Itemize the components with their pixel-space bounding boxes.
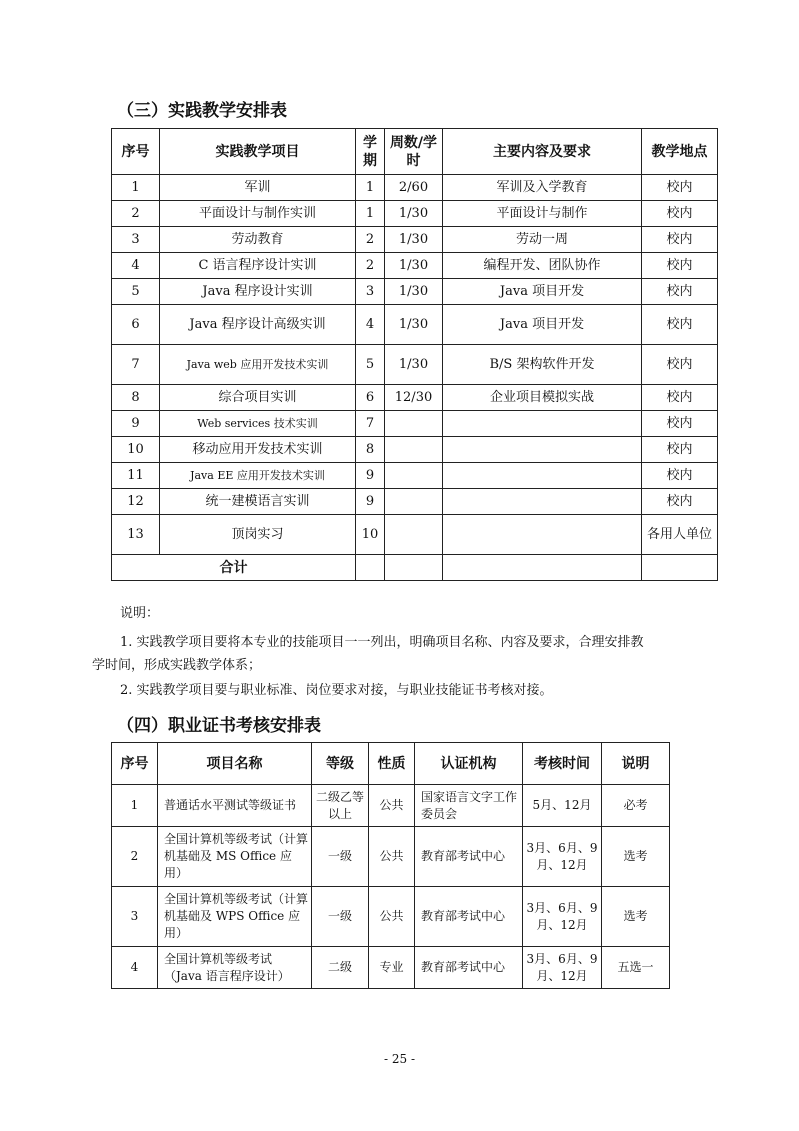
cert-header-org: 认证机构 bbox=[415, 743, 523, 785]
cell-content: 军训及入学教育 bbox=[443, 175, 642, 201]
cert-cell-nature: 公共 bbox=[369, 827, 415, 887]
table-row bbox=[112, 279, 718, 305]
cell-place: 校内 bbox=[642, 201, 718, 227]
total-cell bbox=[385, 555, 443, 581]
cell-no: 7 bbox=[112, 345, 160, 385]
cert-header-no: 序号 bbox=[112, 743, 158, 785]
cell-no: 11 bbox=[112, 463, 160, 489]
cert-cell-remark: 选考 bbox=[602, 887, 670, 947]
cert-cell-name: 普通话水平测试等级证书 bbox=[158, 785, 312, 827]
cert-header-remark: 说明 bbox=[602, 743, 670, 785]
cell-place: 各用人单位 bbox=[642, 515, 718, 555]
table-row bbox=[112, 411, 718, 437]
notes-item1-line2: 学时间，形成实践教学体系； bbox=[92, 658, 262, 673]
table-row bbox=[112, 515, 718, 555]
cell-term: 9 bbox=[356, 489, 385, 515]
header-no: 序号 bbox=[112, 129, 160, 175]
total-cell bbox=[356, 555, 385, 581]
practice-header-row bbox=[112, 129, 718, 175]
cell-project: Web services 技术实训 bbox=[160, 411, 356, 437]
total-cell bbox=[642, 555, 718, 581]
header-term: 学期 bbox=[356, 129, 385, 175]
cert-cell-level: 二级乙等以上 bbox=[312, 785, 369, 827]
notes-item1-line1: 1. 实践教学项目要将本专业的技能项目一一列出，明确项目名称、内容及要求，合理安排教 bbox=[120, 635, 644, 650]
notes-heading: 说明： bbox=[120, 606, 160, 621]
cell-no: 2 bbox=[112, 201, 160, 227]
cell-term: 9 bbox=[356, 463, 385, 489]
cert-header-level: 等级 bbox=[312, 743, 369, 785]
cell-content: Java 项目开发 bbox=[443, 279, 642, 305]
cell-term: 1 bbox=[356, 201, 385, 227]
table-row bbox=[112, 227, 718, 253]
cert-cell-org: 教育部考试中心 bbox=[415, 947, 523, 989]
cert-cell-org: 教育部考试中心 bbox=[415, 827, 523, 887]
section3-title: （三）实践教学安排表 bbox=[117, 101, 287, 121]
cell-project: 平面设计与制作实训 bbox=[160, 201, 356, 227]
cell-project: Java web 应用开发技术实训 bbox=[160, 345, 356, 385]
cert-cell-name: 全国计算机等级考试（计算机基础及 MS Office 应用） bbox=[158, 827, 312, 887]
cert-header-name: 项目名称 bbox=[158, 743, 312, 785]
cell-weeks bbox=[385, 437, 443, 463]
cell-weeks: 1/30 bbox=[385, 279, 443, 305]
cell-no: 13 bbox=[112, 515, 160, 555]
cert-cell-level: 一级 bbox=[312, 887, 369, 947]
cert-cell-name: 全国计算机等级考试（计算机基础及 WPS Office 应用） bbox=[158, 887, 312, 947]
cell-weeks bbox=[385, 515, 443, 555]
cell-content bbox=[443, 437, 642, 463]
certificate-table bbox=[111, 742, 670, 989]
cert-cell-time: 3月、6月、9月、12月 bbox=[523, 827, 602, 887]
cell-content bbox=[443, 489, 642, 515]
cell-place: 校内 bbox=[642, 305, 718, 345]
cell-project: 移动应用开发技术实训 bbox=[160, 437, 356, 463]
table-row bbox=[112, 385, 718, 411]
total-label: 合计 bbox=[112, 555, 356, 581]
cell-content bbox=[443, 463, 642, 489]
cell-project: Java 程序设计高级实训 bbox=[160, 305, 356, 345]
cell-content: 平面设计与制作 bbox=[443, 201, 642, 227]
cell-no: 10 bbox=[112, 437, 160, 463]
cert-cell-nature: 公共 bbox=[369, 785, 415, 827]
cell-term: 7 bbox=[356, 411, 385, 437]
table-row bbox=[112, 947, 670, 989]
cell-term: 1 bbox=[356, 175, 385, 201]
cell-term: 2 bbox=[356, 253, 385, 279]
cell-project: Java EE 应用开发技术实训 bbox=[160, 463, 356, 489]
cert-cell-no: 2 bbox=[112, 827, 158, 887]
cell-project: 劳动教育 bbox=[160, 227, 356, 253]
cell-project: C 语言程序设计实训 bbox=[160, 253, 356, 279]
cell-project: 综合项目实训 bbox=[160, 385, 356, 411]
cell-project: 军训 bbox=[160, 175, 356, 201]
cell-no: 4 bbox=[112, 253, 160, 279]
cell-weeks: 1/30 bbox=[385, 201, 443, 227]
cell-place: 校内 bbox=[642, 279, 718, 305]
cell-weeks bbox=[385, 489, 443, 515]
practice-table bbox=[111, 128, 718, 581]
cert-header-nature: 性质 bbox=[369, 743, 415, 785]
cell-no: 3 bbox=[112, 227, 160, 253]
cert-cell-nature: 公共 bbox=[369, 887, 415, 947]
cell-place: 校内 bbox=[642, 227, 718, 253]
cell-no: 9 bbox=[112, 411, 160, 437]
cell-term: 6 bbox=[356, 385, 385, 411]
table-row bbox=[112, 345, 718, 385]
cert-cell-no: 1 bbox=[112, 785, 158, 827]
cell-place: 校内 bbox=[642, 253, 718, 279]
cell-weeks: 1/30 bbox=[385, 345, 443, 385]
cert-cell-time: 3月、6月、9月、12月 bbox=[523, 947, 602, 989]
cell-project: Java 程序设计实训 bbox=[160, 279, 356, 305]
table-row bbox=[112, 827, 670, 887]
table-row bbox=[112, 785, 670, 827]
cell-place: 校内 bbox=[642, 437, 718, 463]
cell-content: B/S 架构软件开发 bbox=[443, 345, 642, 385]
table-row bbox=[112, 201, 718, 227]
cert-cell-no: 4 bbox=[112, 947, 158, 989]
cert-cell-name: 全国计算机等级考试（Java 语言程序设计） bbox=[158, 947, 312, 989]
certificate-header-row bbox=[112, 743, 670, 785]
cell-content bbox=[443, 411, 642, 437]
cell-weeks: 1/30 bbox=[385, 253, 443, 279]
cert-cell-remark: 五选一 bbox=[602, 947, 670, 989]
cell-term: 3 bbox=[356, 279, 385, 305]
cell-no: 1 bbox=[112, 175, 160, 201]
cell-weeks bbox=[385, 463, 443, 489]
cert-cell-level: 一级 bbox=[312, 827, 369, 887]
cert-cell-nature: 专业 bbox=[369, 947, 415, 989]
cell-term: 8 bbox=[356, 437, 385, 463]
cert-header-time: 考核时间 bbox=[523, 743, 602, 785]
cell-place: 校内 bbox=[642, 385, 718, 411]
cell-place: 校内 bbox=[642, 489, 718, 515]
cell-content: Java 项目开发 bbox=[443, 305, 642, 345]
cell-weeks: 1/30 bbox=[385, 305, 443, 345]
cell-content: 编程开发、团队协作 bbox=[443, 253, 642, 279]
total-cell bbox=[443, 555, 642, 581]
section4-title: （四）职业证书考核安排表 bbox=[117, 716, 321, 736]
table-row bbox=[112, 305, 718, 345]
header-project: 实践教学项目 bbox=[160, 129, 356, 175]
table-row bbox=[112, 489, 718, 515]
header-place: 教学地点 bbox=[642, 129, 718, 175]
cert-cell-remark: 必考 bbox=[602, 785, 670, 827]
cell-weeks: 2/60 bbox=[385, 175, 443, 201]
cell-no: 5 bbox=[112, 279, 160, 305]
notes-item2: 2. 实践教学项目要与职业标准、岗位要求对接，与职业技能证书考核对接。 bbox=[120, 683, 553, 698]
cell-content: 企业项目模拟实战 bbox=[443, 385, 642, 411]
page-number: - 25 - bbox=[383, 1052, 415, 1066]
cert-cell-org: 国家语言文字工作委员会 bbox=[415, 785, 523, 827]
cert-cell-no: 3 bbox=[112, 887, 158, 947]
cell-weeks: 1/30 bbox=[385, 227, 443, 253]
cell-project: 统一建模语言实训 bbox=[160, 489, 356, 515]
cell-term: 10 bbox=[356, 515, 385, 555]
cert-cell-remark: 选考 bbox=[602, 827, 670, 887]
cell-project: 顶岗实习 bbox=[160, 515, 356, 555]
cell-no: 6 bbox=[112, 305, 160, 345]
cell-place: 校内 bbox=[642, 411, 718, 437]
header-content: 主要内容及要求 bbox=[443, 129, 642, 175]
header-weeks: 周数/学时 bbox=[385, 129, 443, 175]
cell-no: 8 bbox=[112, 385, 160, 411]
cell-term: 4 bbox=[356, 305, 385, 345]
table-row bbox=[112, 887, 670, 947]
table-row bbox=[112, 175, 718, 201]
cert-cell-time: 5月、12月 bbox=[523, 785, 602, 827]
cert-cell-level: 二级 bbox=[312, 947, 369, 989]
cell-place: 校内 bbox=[642, 345, 718, 385]
table-row bbox=[112, 437, 718, 463]
practice-total-row bbox=[112, 555, 718, 581]
cell-content: 劳动一周 bbox=[443, 227, 642, 253]
cell-weeks bbox=[385, 411, 443, 437]
cert-cell-time: 3月、6月、9月、12月 bbox=[523, 887, 602, 947]
cell-term: 2 bbox=[356, 227, 385, 253]
cell-term: 5 bbox=[356, 345, 385, 385]
cell-weeks: 12/30 bbox=[385, 385, 443, 411]
table-row bbox=[112, 463, 718, 489]
cell-place: 校内 bbox=[642, 175, 718, 201]
cell-content bbox=[443, 515, 642, 555]
cert-cell-org: 教育部考试中心 bbox=[415, 887, 523, 947]
cell-no: 12 bbox=[112, 489, 160, 515]
cell-place: 校内 bbox=[642, 463, 718, 489]
table-row bbox=[112, 253, 718, 279]
